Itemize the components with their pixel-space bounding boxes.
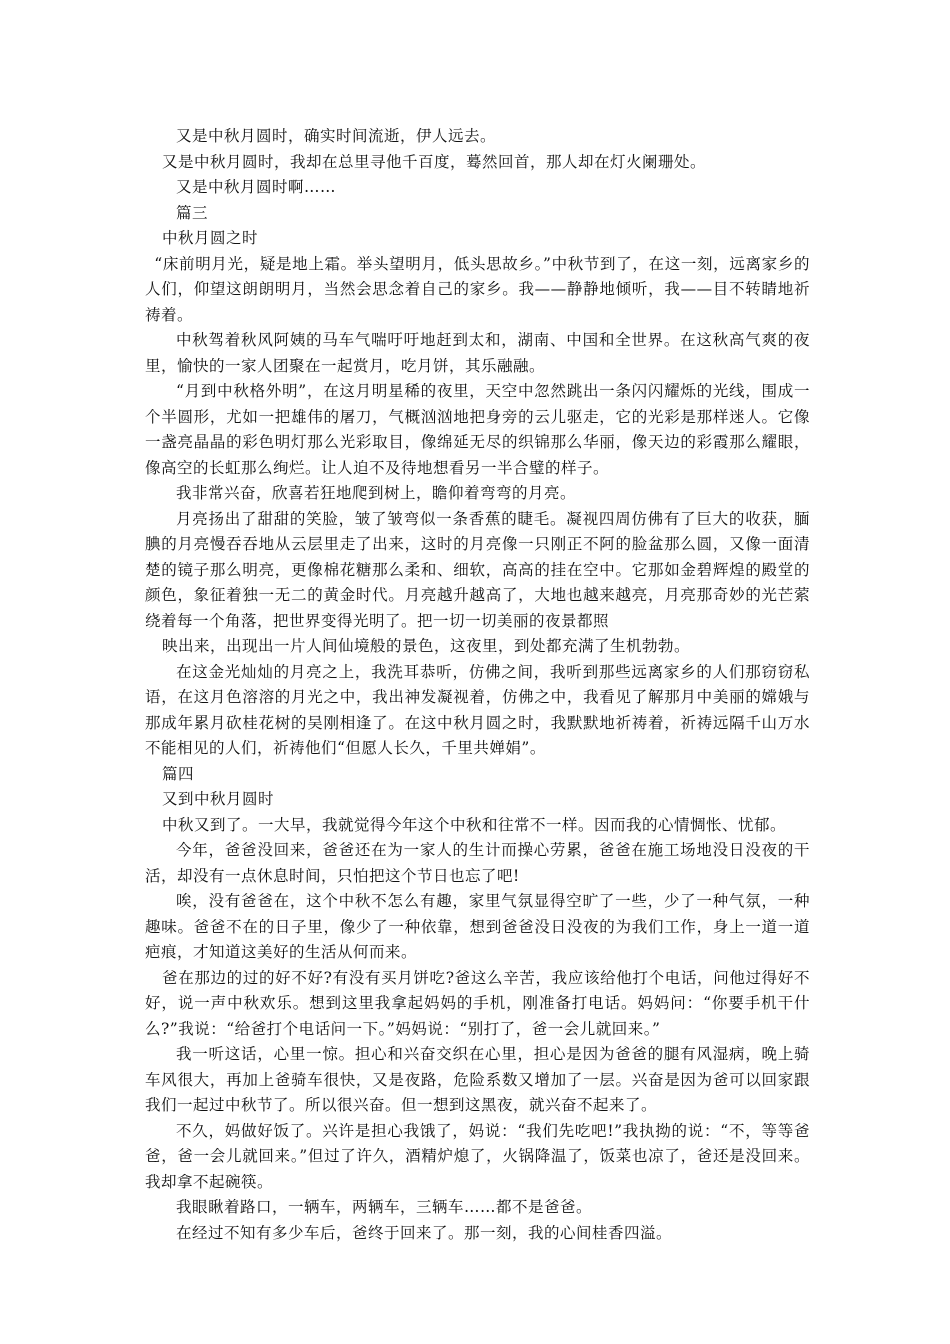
paragraph: 中秋驾着秋风阿姨的马车气喘吁吁地赶到太和，湖南、中国和全世界。在这秋高气爽的夜里，愉快的一家人团聚在一起赏月，吃月饼，其乐融融。 [145,331,810,375]
section-label: 篇四 [162,764,195,783]
section-title: 中秋月圆之时 [162,229,259,247]
paragraph: 又是中秋月圆时，我却在总里寻他千百度，蓦然回首，那人却在灯火阑珊处。 [162,152,707,171]
section-label: 篇三 [176,203,209,222]
paragraph: 我眼瞅着路口，一辆车，两辆车，三辆车……都不是爸爸。 [176,1198,593,1216]
paragraph: “床前明月光，疑是地上霜。举头望明月，低头思故乡。”中秋节到了，在这一刻，远离家乡的人们，仰望这朗朗明月，当然会思念着自己的家乡。我——静静地倾听，我——目不转睛地祈祷着。 [145,254,810,324]
paragraph: 中秋又到了。一大早，我就觉得今年这个中秋和往常不一样。因而我的心情惆怅、忧郁。 [162,815,787,834]
paragraph: 又是中秋月圆时啊…… [176,178,337,196]
paragraph: 在经过不知有多少车后，爸终于回来了。那一刻，我的心间桂香四溢。 [176,1223,673,1242]
paragraph: 今年，爸爸没回来，爸爸还在为一家人的生计而操心劳累，爸爸在施工场地没日没夜的干活，却没有一点休息时间，只怕把这个节日也忘了吧! [145,841,810,885]
section-title: 又到中秋月圆时 [162,790,275,808]
paragraph: “月到中秋格外明”，在这月明星稀的夜里，天空中忽然跳出一条闪闪耀烁的光线，围成一个半圆形，尤如一把雄伟的屠刀，气概汹汹地把身旁的云儿驱走，它的光彩是那样迷人。它像一盏亮晶晶的彩色明灯那么光彩取目，像绵延无尽的织锦那么华丽，像天边的彩霞那么耀眼，像高空的长虹那么绚烂。让人迫不及待地想看另一半合璧的样子。 [145,382,810,477]
paragraph: 我非常兴奋，欣喜若狂地爬到树上，瞻仰着弯弯的月亮。 [176,484,577,502]
document-page [145,124,810,1246]
paragraph: 映出来，出现出一片人间仙境般的景色，这夜里，到处都充满了生机勃勃。 [162,637,691,655]
paragraph: 不久，妈做好饭了。兴许是担心我饿了，妈说：“我们先吃吧!”我执拗的说：“不，等等爸爸，爸一会儿就回来。”但过了许久，酒精炉熄了，火锅降温了，饭菜也凉了，爸还是没回来。我却拿不起碗筷。 [145,1121,810,1191]
paragraph: 又是中秋月圆时，确实时间流逝，伊人远去。 [176,127,497,145]
paragraph: 在这金光灿灿的月亮之上，我洗耳恭听，仿佛之间，我听到那些远离家乡的人们那窃窃私语，在这月色溶溶的月光之中，我出神发凝视着，仿佛之中，我看见了解那月中美丽的嫦娥与那成年累月砍桂花树的吴刚相逢了。在这中秋月圆之时，我默默地祈祷着，祈祷远隔千山万水不能相见的人们，祈祷他们“但愿人长久，千里共婵娟”。 [145,662,810,757]
paragraph: 爸在那边的过的好不好?有没有买月饼吃?爸这么辛苦，我应该给他打个电话，问他过得好不好，说一声中秋欢乐。想到这里我拿起妈妈的手机，刚准备打电话。妈妈问：“你要手机干什么?”我说：“给爸打个电话问一下。”妈妈说：“别打了，爸一会儿就回来。” [145,968,810,1038]
paragraph: 月亮扬出了甜甜的笑脸，皱了皱弯似一条香蕉的睫毛。凝视四周仿佛有了巨大的收获，腼腆的月亮慢吞吞地从云层里走了出来，这时的月亮像一只刚正不阿的脸盆那么圆，又像一面清楚的镜子那么明亮，更像棉花糖那么柔和、细软，高高的挂在空中。它那如金碧辉煌的殿堂的颜色，象征着独一无二的黄金时代。月亮越升越高了，大地也越来越亮，月亮那奇妙的光芒萦绕着每一个角落，把世界变得光明了。把一切一切美丽的夜景都照 [145,509,810,630]
paragraph: 唉，没有爸爸在，这个中秋不怎么有趣，家里气氛显得空旷了一些，少了一种气氛，一种趣味。爸爸不在的日子里，像少了一种依靠，想到爸爸没日没夜的为我们工作，身上一道一道疤痕，才知道这美好的生活从何而来。 [145,892,810,961]
paragraph: 我一听这话，心里一惊。担心和兴奋交织在心里，担心是因为爸爸的腿有风湿病，晚上骑车风很大，再加上爸骑车很快，又是夜路，危险系数又增加了一层。兴奋是因为爸可以回家跟我们一起过中秋节了。所以很兴奋。但一想到这黑夜，就兴奋不起来了。 [145,1045,810,1114]
